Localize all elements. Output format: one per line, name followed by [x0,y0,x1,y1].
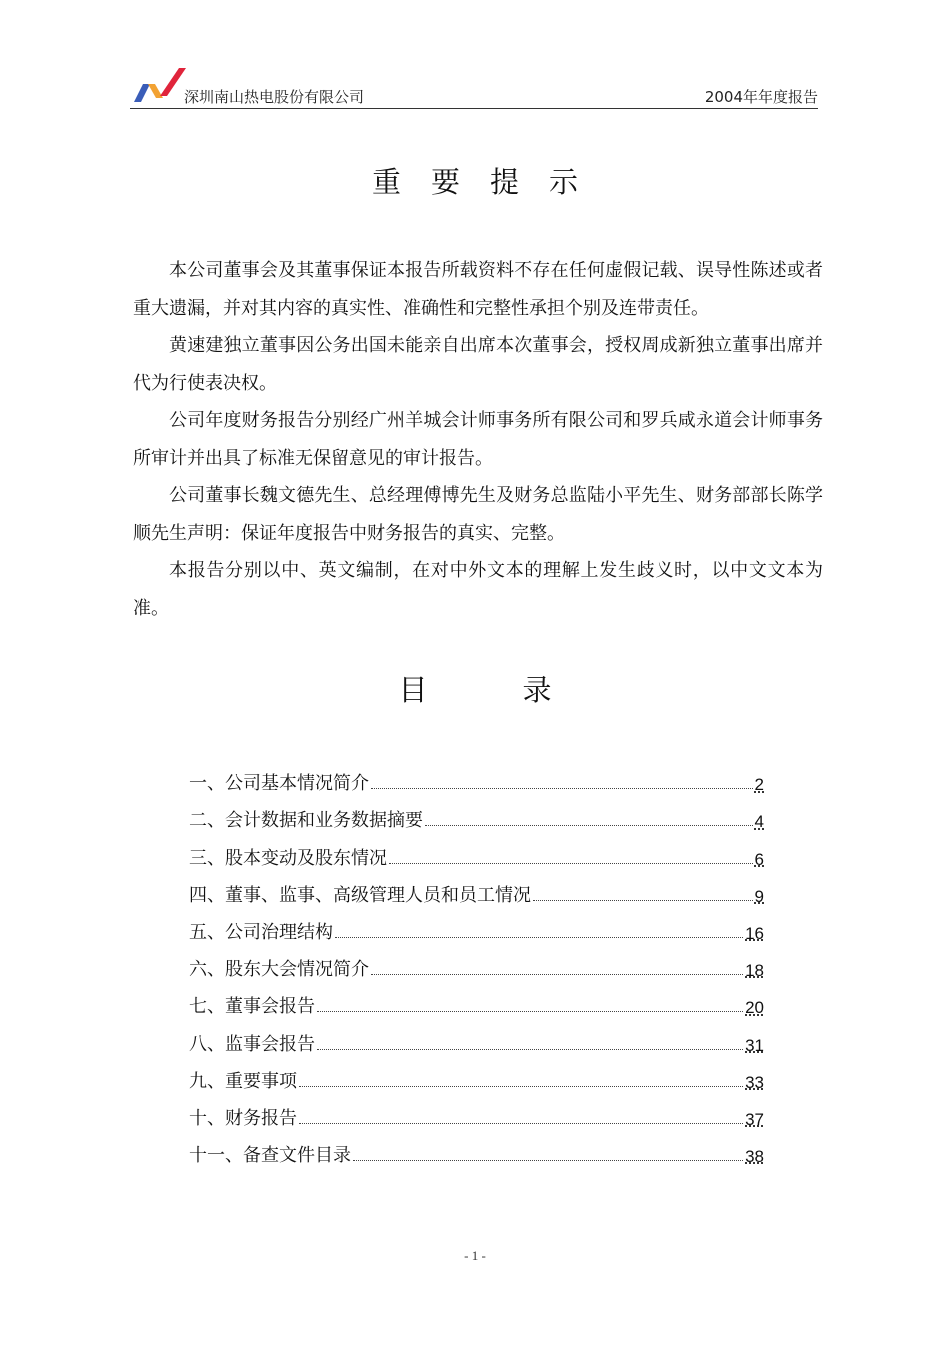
toc-entry-title: 十一、备查文件目录 [189,1145,351,1167]
toc-dot-leader [425,824,753,826]
toc-entry-title: 七、董事会报告 [189,996,315,1018]
toc-dot-leader [299,1122,743,1124]
logo-red-stripe [160,68,186,96]
toc-entry-page: 9 [754,886,764,906]
toc-entry-title: 九、重要事项 [189,1070,297,1092]
notice-paragraph: 本公司董事会及其董事保证本报告所载资料不存在任何虚假记载、误导性陈述或者重大遗漏，并对其内容的真实性、准确性和完整性承担个别及连带责任。 [133,260,823,319]
toc-entry[interactable] [189,1130,764,1167]
toc-title: 目录 [398,673,647,707]
toc-entry[interactable] [189,1018,764,1055]
notice-body [133,252,823,627]
toc-entry-title: 十、财务报告 [189,1107,297,1129]
toc-entry-page: 20 [745,998,764,1018]
toc-entry-page: 16 [745,923,764,943]
table-of-contents [189,758,764,1167]
toc-entry-title: 四、董事、监事、高级管理人员和员工情况 [189,884,531,906]
toc-entry-title: 八、监事会报告 [189,1033,315,1055]
company-logo-icon [130,66,190,106]
toc-entry[interactable] [189,1093,764,1130]
toc-entry-page: 37 [745,1109,764,1129]
toc-entry[interactable] [189,870,764,907]
toc-dot-leader [317,1010,743,1012]
notice-title: 重要提示 [371,165,608,199]
toc-entry-page: 18 [745,961,764,981]
toc-entry[interactable] [189,907,764,944]
notice-paragraph: 本报告分别以中、英文编制，在对中外文本的理解上发生歧义时，以中文文本为准。 [133,560,823,619]
toc-dot-leader [335,936,743,938]
toc-entry-page: 2 [754,775,764,795]
toc-dot-leader [371,787,753,789]
toc-entry-page: 38 [745,1147,764,1167]
toc-entry-page: 31 [745,1035,764,1055]
toc-dot-leader [353,1159,743,1161]
toc-dot-leader [389,862,753,864]
toc-entry-title: 三、股本变动及股东情况 [189,847,387,869]
toc-entry[interactable] [189,832,764,869]
toc-entry-page: 4 [754,812,764,832]
toc-entry-title: 五、公司治理结构 [189,921,333,943]
toc-dot-leader [533,899,753,901]
toc-entry[interactable] [189,981,764,1018]
toc-entry[interactable] [189,1056,764,1093]
report-year: 2004年年度报告 [704,88,818,106]
company-name: 深圳南山热电股份有限公司 [184,88,365,106]
page-header [130,66,818,109]
toc-entry[interactable] [189,795,764,832]
toc-entry[interactable] [189,944,764,981]
toc-entry-title: 一、公司基本情况简介 [189,773,369,795]
toc-entry-page: 6 [754,849,764,869]
notice-paragraph: 黄速建独立董事因公务出国未能亲自出席本次董事会，授权周成新独立董事出席并代为行使表决权。 [133,335,823,394]
toc-entry-title: 二、会计数据和业务数据摘要 [189,810,423,832]
toc-entry-title: 六、股东大会情况简介 [189,959,369,981]
notice-paragraph: 公司董事长魏文德先生、总经理傅博先生及财务总监陆小平先生、财务部部长陈学顺先生声明：保证年度报告中财务报告的真实、完整。 [133,485,823,544]
logo-blue-stripe [134,84,150,102]
toc-entry[interactable] [189,758,764,795]
toc-dot-leader [299,1085,743,1087]
toc-dot-leader [317,1048,743,1050]
toc-entry-page: 33 [745,1072,764,1092]
toc-dot-leader [371,973,743,975]
notice-paragraph: 公司年度财务报告分别经广州羊城会计师事务所有限公司和罗兵咸永道会计师事务所审计并出具了标准无保留意见的审计报告。 [133,410,823,469]
page-number: - 1 - [464,1248,486,1263]
